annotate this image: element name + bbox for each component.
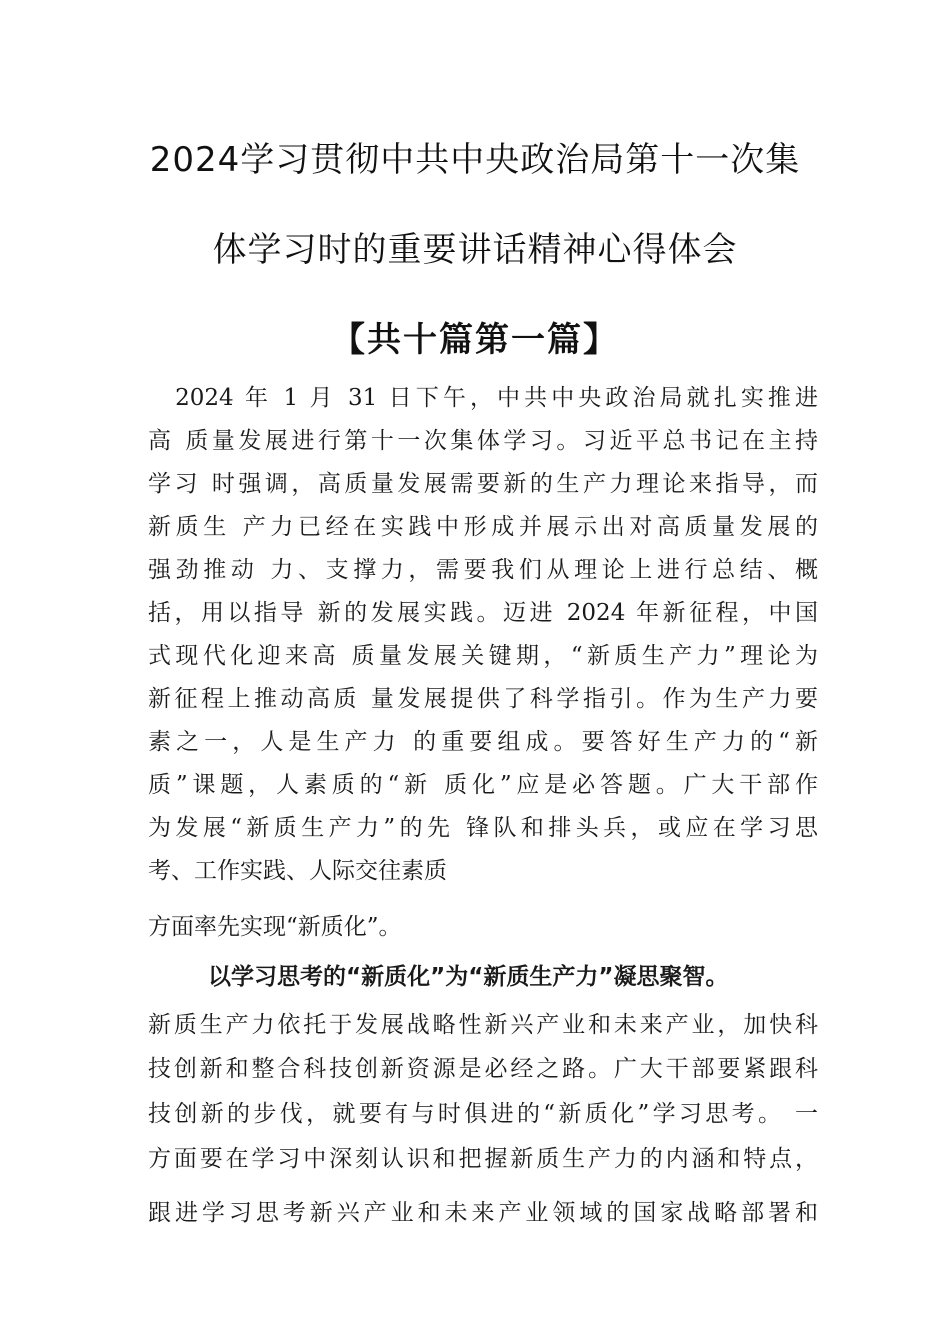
document-title-line-1: 2024学习贯彻中共中央政治局第十一次集 <box>149 140 801 180</box>
paragraph-line: 学习 时强调，高质量发展需要新的生产力理论来指导，而 <box>148 471 818 497</box>
paragraph-line: 跟进学习思考新兴产业和未来产业领域的国家战略部署和 <box>148 1200 818 1226</box>
paragraph-line: 考、工作实践、人际交往素质 <box>148 858 447 884</box>
paragraph-line: 新征程上推动高质 量发展提供了科学指引。作为生产力要 <box>148 686 818 712</box>
paragraph-line: 技创新的步伐，就要有与时俱进的“新质化”学习思考。 一 <box>148 1101 818 1127</box>
paragraph-line: 技创新和整合科技创新资源是必经之路。广大干部要紧跟科 <box>148 1056 818 1082</box>
paragraph-line: 高 质量发展进行第十一次集体学习。习近平总书记在主持 <box>148 428 818 454</box>
document-title-line-2: 体学习时的重要讲话精神心得体会 <box>212 230 738 270</box>
paragraph-line: 为发展“新质生产力”的先 锋队和排头兵，或应在学习思 <box>148 815 818 841</box>
paragraph-line: 素之一，人是生产力 的重要组成。要答好生产力的“新 <box>148 729 818 755</box>
paragraph-line: 质”课题，人素质的“新 质化”应是必答题。广大干部作 <box>148 772 818 798</box>
paragraph-line: 新质生 产力已经在实践中形成并展示出对高质量发展的 <box>148 514 818 540</box>
paragraph-line: 方面要在学习中深刻认识和把握新质生产力的内涵和特点， <box>148 1146 818 1172</box>
paragraph-line: 方面率先实现“新质化”。 <box>148 914 402 940</box>
paragraph-line: 括，用以指导 新的发展实践。迈进 2024 年新征程，中国 <box>148 600 818 626</box>
paragraph-line: 新质生产力依托于发展战略性新兴产业和未来产业，加快科 <box>148 1012 818 1038</box>
section-heading: 以学习思考的“新质化”为“新质生产力”凝思聚智。 <box>208 964 729 990</box>
document-subtitle: 【共十篇第一篇】 <box>331 320 619 360</box>
paragraph-line: 2024 年 1 月 31 日下午，中共中央政治局就扎实推进 <box>148 385 818 411</box>
paragraph-line: 式现代化迎来高 质量发展关键期，“新质生产力”理论为 <box>148 643 818 669</box>
paragraph-line: 强劲推动 力、支撑力，需要我们从理论上进行总结、概 <box>148 557 818 583</box>
